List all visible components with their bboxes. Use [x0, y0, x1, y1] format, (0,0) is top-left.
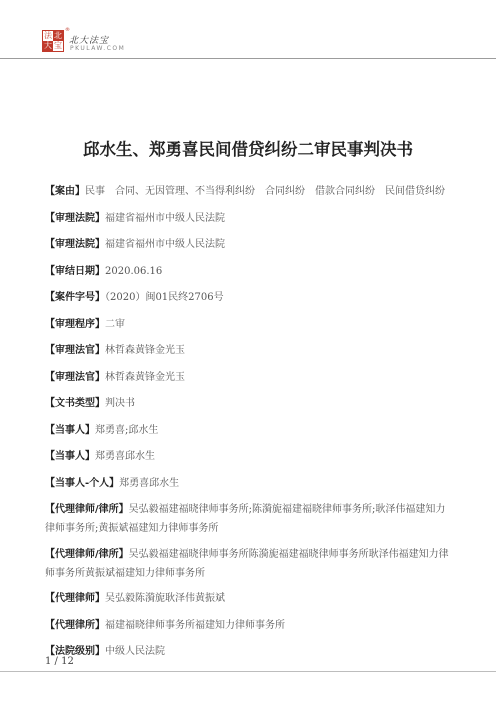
- field-label: 【审结日期】: [45, 265, 105, 277]
- field-value: 吴弘毅福建福晓律师事务所陈漪旎福建福晓律师事务所耿泽伟福建知力律师事务所黄振斌福建知力律师事务所: [45, 548, 449, 579]
- field-label: 【代理律所】: [45, 619, 105, 631]
- brand-url: PKULAW.COM: [70, 45, 126, 52]
- field-label: 【当事人-个人】: [45, 477, 120, 489]
- logo-char: 宝: [54, 41, 62, 50]
- field-value: 中级人民法院: [105, 646, 165, 657]
- field-value: 吴弘毅陈漪旎耿泽伟黄振斌: [105, 593, 225, 604]
- header-divider: [0, 58, 496, 59]
- field-label: 【当事人】: [45, 424, 95, 436]
- field-value: 福建福晓律师事务所福建知力律师事务所: [105, 619, 285, 631]
- field-label: 【审理法院】: [45, 212, 105, 224]
- page-header: [0, 0, 496, 62]
- field-lawyers-firms: [45, 545, 455, 583]
- field-value: （2020）闽01民终2706号: [105, 292, 224, 303]
- field-parties: [45, 421, 455, 441]
- field-label: 【代理律师】: [45, 593, 105, 604]
- field-label: 【审理法官】: [45, 345, 105, 356]
- field-value: 二审: [105, 318, 125, 330]
- field-value: 郑勇喜;邱水生: [95, 424, 159, 436]
- field-value: 郑勇喜邱水生: [119, 477, 180, 489]
- field-label: 【代理律师/律所】: [45, 504, 129, 515]
- field-value: 林哲森黄锋金光玉: [105, 371, 185, 383]
- field-document-type: [45, 394, 455, 414]
- field-value: 民事 合同、无因管理、不当得利纠纷 合同纠纷 借款合同纠纷 民间借贷纠纷: [85, 186, 445, 197]
- field-parties-individual: [45, 474, 455, 494]
- field-judgment-date: [45, 262, 455, 282]
- brand-name: 北大法宝: [69, 36, 110, 46]
- field-label: 【审理法官】: [45, 371, 105, 383]
- logo-char: 大: [44, 41, 52, 50]
- field-court: [45, 209, 455, 229]
- field-court: [45, 235, 455, 255]
- field-label: 【当事人】: [45, 451, 95, 462]
- field-judges: [45, 368, 455, 388]
- field-lawyers-firms: [45, 500, 455, 538]
- field-court-level: [45, 642, 455, 662]
- logo-char: 法: [44, 31, 52, 40]
- field-label: 【案件字号】: [45, 292, 105, 303]
- field-value: 吴弘毅福建福晓律师事务所;陈漪旎福建福晓律师事务所;耿泽伟福建知力律师事务所;黄振斌福建知力律师事务所: [45, 504, 446, 534]
- field-value: 判决书: [105, 398, 135, 409]
- field-lawyers: [45, 589, 455, 609]
- pkulaw-logo: [42, 30, 64, 52]
- field-label: 【文书类型】: [45, 398, 105, 409]
- field-value: 郑勇喜邱水生: [95, 451, 155, 462]
- field-value: 福建省福州市中级人民法院: [105, 212, 225, 224]
- registered-mark: ®: [65, 27, 70, 33]
- document-title: 邱水生、郑勇喜民间借贷纠纷二审民事判决书: [83, 140, 413, 159]
- field-procedure: [45, 315, 455, 335]
- field-label: 【案由】: [45, 186, 85, 197]
- field-label: 【审理程序】: [45, 318, 105, 330]
- footer-divider: [0, 671, 496, 672]
- field-label: 【审理法院】: [45, 239, 105, 250]
- field-parties: [45, 447, 455, 467]
- field-case-cause: [45, 182, 455, 202]
- field-case-number: [45, 288, 455, 308]
- field-value: 福建省福州市中级人民法院: [105, 239, 225, 250]
- field-value: 林哲森黄锋金光玉: [105, 345, 185, 356]
- field-law-firms: [45, 616, 455, 636]
- metadata-list: [45, 182, 455, 669]
- field-value: 2020.06.16: [105, 265, 163, 277]
- page-number: 1 / 12: [45, 656, 74, 667]
- field-label: 【法院级别】: [45, 646, 105, 657]
- field-label: 【代理律师/律所】: [45, 548, 129, 560]
- logo-char: 北: [54, 31, 62, 40]
- field-judges: [45, 341, 455, 361]
